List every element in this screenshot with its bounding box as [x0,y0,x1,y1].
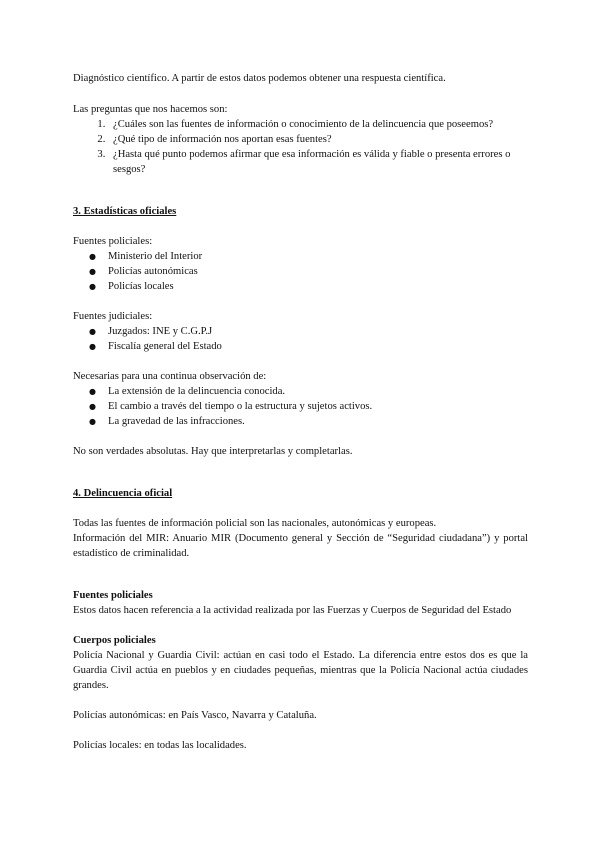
observation-list [73,384,528,429]
section-3-closing: No son verdades absolutas. Hay que interpretarlas y completarlas. [73,446,353,457]
list-item: ● La extensión de la delincuencia conocida. [108,384,528,399]
list-item: 3. ¿Hasta qué punto podemos afirmar que esa información es válida y fiable o presenta errores o sesgos? [108,147,528,177]
questions-lead: Las preguntas que nos hacemos son: [73,104,228,115]
section-3-heading: 3. Estadísticas oficiales [73,206,177,217]
document-page [73,71,528,753]
list-item: 1. ¿Cuáles son las fuentes de información o conocimiento de la delincuencia que poseemos? [108,117,528,132]
list-item: ● Juzgados: INE y C.G.P.J [108,324,528,339]
section-4-paragraph-2: Información del MIR: Anuario MIR (Documento general y Sección de “Seguridad ciudadana”) y portal estadístico de criminalidad. [73,533,528,559]
list-item: ● Policías autonómicas [108,264,528,279]
intro-paragraph: Diagnóstico científico. A partir de estos datos podemos obtener una respuesta científica. [73,73,446,84]
judicial-sources-list [73,324,528,354]
judicial-sources-lead: Fuentes judiciales: [73,311,153,322]
local-police-text: Policías locales: en todas las localidades. [73,740,247,751]
regional-police-text: Policías autonómicas: en País Vasco, Navarra y Cataluña. [73,710,317,721]
list-item: ● Ministerio del Interior [108,249,528,264]
list-item: ● Policías locales [108,279,528,294]
list-item: ● El cambio a través del tiempo o la estructura y sujetos activos. [108,399,528,414]
police-bodies-heading: Cuerpos policiales [73,635,156,646]
questions-list [73,117,528,177]
police-bodies-text: Policía Nacional y Guardia Civil: actúan en casi todo el Estado. La diferencia entre estos dos es que la Guardia Civil actúa en pueblos y en ciudades pequeñas, mientras que la Policía Nacional actúa ciudades grandes. [73,650,528,691]
observation-lead: Necesarias para una continua observación de: [73,371,267,382]
section-4-paragraph-1: Todas las fuentes de información policial son las nacionales, autonómicas y europeas. [73,518,437,529]
list-item: 2. ¿Qué tipo de información nos aportan esas fuentes? [108,132,528,147]
police-sources-list [73,249,528,294]
police-sources-text: Estos datos hacen referencia a la actividad realizada por las Fuerzas y Cuerpos de Seguridad del Estado [73,605,512,616]
police-sources-lead: Fuentes policiales: [73,236,153,247]
section-4-heading: 4. Delincuencia oficial [73,488,173,499]
list-item: ● Fiscalía general del Estado [108,339,528,354]
police-sources-heading: Fuentes policiales [73,590,153,601]
list-item: ● La gravedad de las infracciones. [108,414,528,429]
